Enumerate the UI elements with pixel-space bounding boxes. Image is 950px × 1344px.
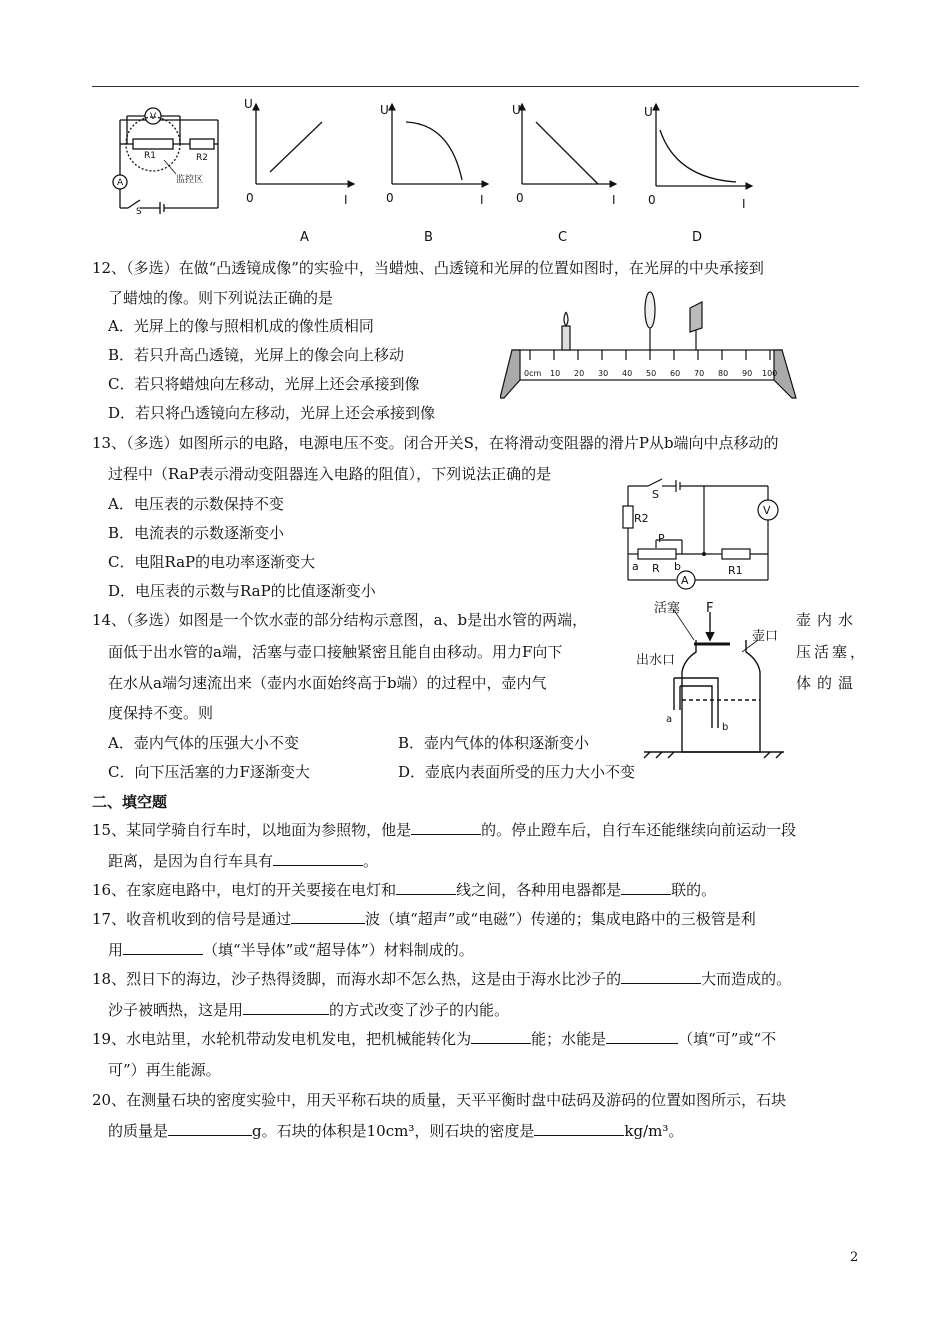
graph-a-zero: 0 [246, 191, 254, 205]
monitor-zone-boundary [126, 117, 180, 171]
q17-text: 波（填“超声”或“电磁”）传递的；集成电路中的三极管是利 [365, 910, 756, 928]
optical-bench-figure [500, 288, 800, 406]
mouth-label: 壶口 [752, 629, 779, 644]
graph-d-i: I [742, 197, 746, 211]
header-rule [92, 86, 859, 87]
bench-left-leg [500, 350, 520, 398]
graph-d-zero: 0 [648, 193, 656, 207]
light-screen [690, 302, 702, 332]
q15-text: 。 [363, 852, 379, 870]
r2-label: R2 [634, 512, 649, 525]
voltmeter-label: V [150, 112, 157, 122]
q14-option-d: D．壶底内表面所受的压力大小不变 [398, 763, 636, 781]
graph-c-curve [536, 122, 598, 184]
graph-d-curve [660, 130, 736, 182]
junction-dot [702, 552, 706, 556]
graph-a-label: A [300, 230, 309, 245]
r1-label: R1 [728, 564, 743, 577]
end-a-label: a [666, 714, 673, 725]
force-label: F [706, 601, 714, 616]
q14-option-a: A．壶内气体的压强大小不变 [108, 734, 299, 752]
ammeter-label: A [117, 178, 124, 188]
r1-label: R1 [144, 151, 156, 161]
q13-stem-line1: 13、（多选）如图所示的电路，电源电压不变。闭合开关S，在将滑动变阻器的滑片P从b端向中点移动的 [92, 434, 779, 452]
q16-text: 16、在家庭电路中，电灯的开关要接在电灯和 [92, 881, 397, 899]
ruler-label-100: 100 [762, 369, 778, 378]
q12-stem-line2: 了蜡烛的像。则下列说法正确的是 [108, 289, 334, 307]
q20-text: kg/m³。 [624, 1122, 684, 1140]
graph-b-label: B [424, 230, 433, 245]
q14-stem-line3a: 在水从a端匀速流出来（壶内水面始终高于b端）的过程中，壶内气 [108, 674, 547, 692]
q18-text: 大而造成的。 [701, 970, 792, 988]
q18-line2 [108, 1000, 509, 1020]
resistor-r1 [722, 549, 750, 559]
ground-hatch [644, 752, 650, 758]
convex-lens [645, 292, 655, 328]
end-b-label: b [722, 722, 729, 733]
voltmeter-label: V [763, 504, 771, 517]
q20-line1: 20、在测量石块的密度实验中，用天平称石块的质量，天平平衡时盘中砝码及游码的位置如图所示，石块 [92, 1091, 787, 1109]
q15-blank1[interactable] [411, 820, 481, 835]
q19-text: 19、水电站里，水轮机带动发电机发电，把机械能转化为 [92, 1030, 472, 1048]
q17-text: 用 [108, 941, 124, 959]
force-arrowhead [706, 632, 714, 640]
end-a-label: a [632, 560, 639, 573]
q13-option-a: A．电压表的示数保持不变 [108, 495, 284, 513]
ground-hatch [668, 752, 674, 758]
q14-stem-line2a: 面低于出水管的a端，活塞与壶口接触紧密且能自由移动。用力F向下 [108, 643, 563, 661]
q17-text: 17、收音机收到的信号是通过 [92, 910, 292, 928]
ruler-label-70: 70 [694, 369, 705, 378]
q15-text: 的。停止蹬车后，自行车还能继续向前运动一段 [481, 821, 797, 839]
q20-blank2[interactable] [534, 1121, 624, 1136]
rheostat-label: R [652, 562, 660, 575]
q17-line2 [108, 940, 474, 960]
r2-label: R2 [196, 153, 208, 163]
q19-text: （填“可”或“不 [678, 1030, 777, 1048]
q20-text: g。石块的体积是10cm³，则石块的密度是 [252, 1122, 535, 1140]
q18-blank1[interactable] [621, 969, 701, 984]
q19-line2: 可”）再生能源。 [108, 1061, 221, 1079]
ruler-label-30: 30 [598, 369, 609, 378]
graph-b-curve [406, 122, 462, 180]
ground-hatch [776, 752, 782, 758]
graph-a-curve [270, 122, 322, 172]
graph-a-i: I [344, 193, 348, 207]
outlet-label: 出水口 [636, 653, 676, 668]
q11-circuit-figure [100, 100, 230, 220]
q14-stem-line1b: 壶内水 [796, 611, 860, 629]
q16-text: 线之间，各种用电器都是 [456, 881, 622, 899]
q19-blank2[interactable] [606, 1029, 678, 1044]
graph-d-u: U [644, 105, 653, 119]
end-b-label: b [674, 560, 681, 573]
graph-d-label: D [692, 230, 703, 245]
ruler-label-10: 10 [550, 369, 561, 378]
q16-line [92, 880, 716, 900]
q17-blank1[interactable] [291, 909, 365, 924]
rheostat [638, 549, 676, 559]
q15-blank2[interactable] [273, 851, 363, 866]
q13-option-b: B．电流表的示数逐渐变小 [108, 524, 285, 542]
graph-b-zero: 0 [386, 191, 394, 205]
graph-c-zero: 0 [516, 191, 524, 205]
switch-label: S [652, 488, 659, 501]
q16-blank1[interactable] [396, 880, 456, 895]
q20-line2 [108, 1121, 683, 1141]
q12-stem-line1: 12、（多选）在做“凸透镜成像”的实验中，当蜡烛、凸透镜和光屏的位置如图时，在光屏的中央承接到 [92, 259, 764, 277]
flame [564, 312, 568, 326]
graph-b-u: U [380, 103, 389, 117]
ruler-label-20: 20 [574, 369, 585, 378]
q14-stem-line2b: 压活塞， [796, 643, 869, 661]
graph-b-i: I [480, 193, 484, 207]
ruler-label-50: 50 [646, 369, 657, 378]
q14-option-c: C．向下压活塞的力F逐渐变大 [108, 763, 310, 781]
pointer-line [164, 160, 176, 174]
q16-text: 联的。 [671, 881, 717, 899]
ammeter-label: A [681, 574, 689, 587]
candle [562, 326, 570, 350]
piston-label: 活塞 [654, 601, 681, 616]
q14-stem-line1a: 14、（多选）如图是一个饮水壶的部分结构示意图，a、b是出水管的两端， [92, 611, 588, 629]
q14-stem-line4: 度保持不变。则 [108, 704, 214, 722]
section-title-fill-in: 二、填空题 [92, 793, 168, 811]
q18-line1 [92, 969, 791, 989]
bench-right-leg [774, 350, 796, 398]
q13-stem-line2: 过程中（RaP表示滑动变阻器连入电路的阻值），下列说法正确的是 [108, 465, 552, 483]
q19-line1 [92, 1029, 776, 1049]
resistor-r2 [623, 506, 633, 528]
switch-label: S [136, 207, 142, 217]
graph-a-u: U [244, 97, 253, 111]
q14-option-b: B．壶内气体的体积逐渐变小 [398, 734, 590, 752]
q12-option-a: A．光屏上的像与照相机成的像性质相同 [108, 317, 374, 335]
q17-blank2[interactable] [123, 940, 203, 955]
ground-hatch [656, 752, 662, 758]
q15-line2 [108, 851, 378, 871]
q17-text: （填“半导体”或“超导体”）材料制成的。 [203, 941, 474, 959]
outlet-pipe-inner [680, 686, 712, 728]
ruler-label-40: 40 [622, 369, 633, 378]
q13-option-c: C．电阻RaP的电功率逐渐变大 [108, 553, 316, 571]
resistor-r1 [133, 139, 173, 149]
q18-text: 的方式改变了沙子的内能。 [329, 1001, 510, 1019]
resistor-r2 [190, 139, 214, 149]
ground-hatch [764, 752, 770, 758]
q12-option-b: B．若只升高凸透镜，光屏上的像会向上移动 [108, 346, 405, 364]
q15-text: 距离，是因为自行车具有 [108, 852, 274, 870]
monitor-label: 监控区 [176, 175, 204, 185]
q18-text: 沙子被晒热，这是用 [108, 1001, 244, 1019]
q15-line1 [92, 820, 796, 840]
q13-option-d: D．电压表的示数与RaP的比值逐渐变小 [108, 582, 376, 600]
kettle-figure [634, 600, 794, 760]
ui-graphs [236, 92, 766, 212]
q12-option-d: D．若只将凸透镜向左移动，光屏上还会承接到像 [108, 404, 436, 422]
graph-c-u: U [512, 103, 521, 117]
ruler-label-0: 0cm [524, 369, 542, 378]
q18-text: 18、烈日下的海边，沙子热得烫脚，而海水却不怎么热，这是由于海水比沙子的 [92, 970, 622, 988]
q19-blank1[interactable] [471, 1029, 531, 1044]
q19-text: 能；水能是 [531, 1030, 607, 1048]
graph-c-label: C [558, 230, 568, 245]
kettle-body [682, 640, 760, 752]
q16-blank2[interactable] [621, 880, 671, 895]
q18-blank2[interactable] [243, 1000, 329, 1015]
page-number: 2 [850, 1250, 859, 1265]
slider-label: P [658, 532, 665, 545]
q20-blank1[interactable] [168, 1121, 252, 1136]
ruler-label-60: 60 [670, 369, 681, 378]
ruler-label-90: 90 [742, 369, 753, 378]
q17-line1 [92, 909, 756, 929]
q12-option-c: C．若只将蜡烛向左移动，光屏上还会承接到像 [108, 375, 420, 393]
q13-circuit-figure [612, 476, 792, 598]
q15-text: 15、某同学骑自行车时，以地面为参照物，他是 [92, 821, 412, 839]
q20-text: 的质量是 [108, 1122, 169, 1140]
ruler-label-80: 80 [718, 369, 729, 378]
graph-c-i: I [612, 193, 616, 207]
switch-blade [648, 479, 662, 486]
q14-stem-line3b: 体的温 [796, 674, 860, 692]
